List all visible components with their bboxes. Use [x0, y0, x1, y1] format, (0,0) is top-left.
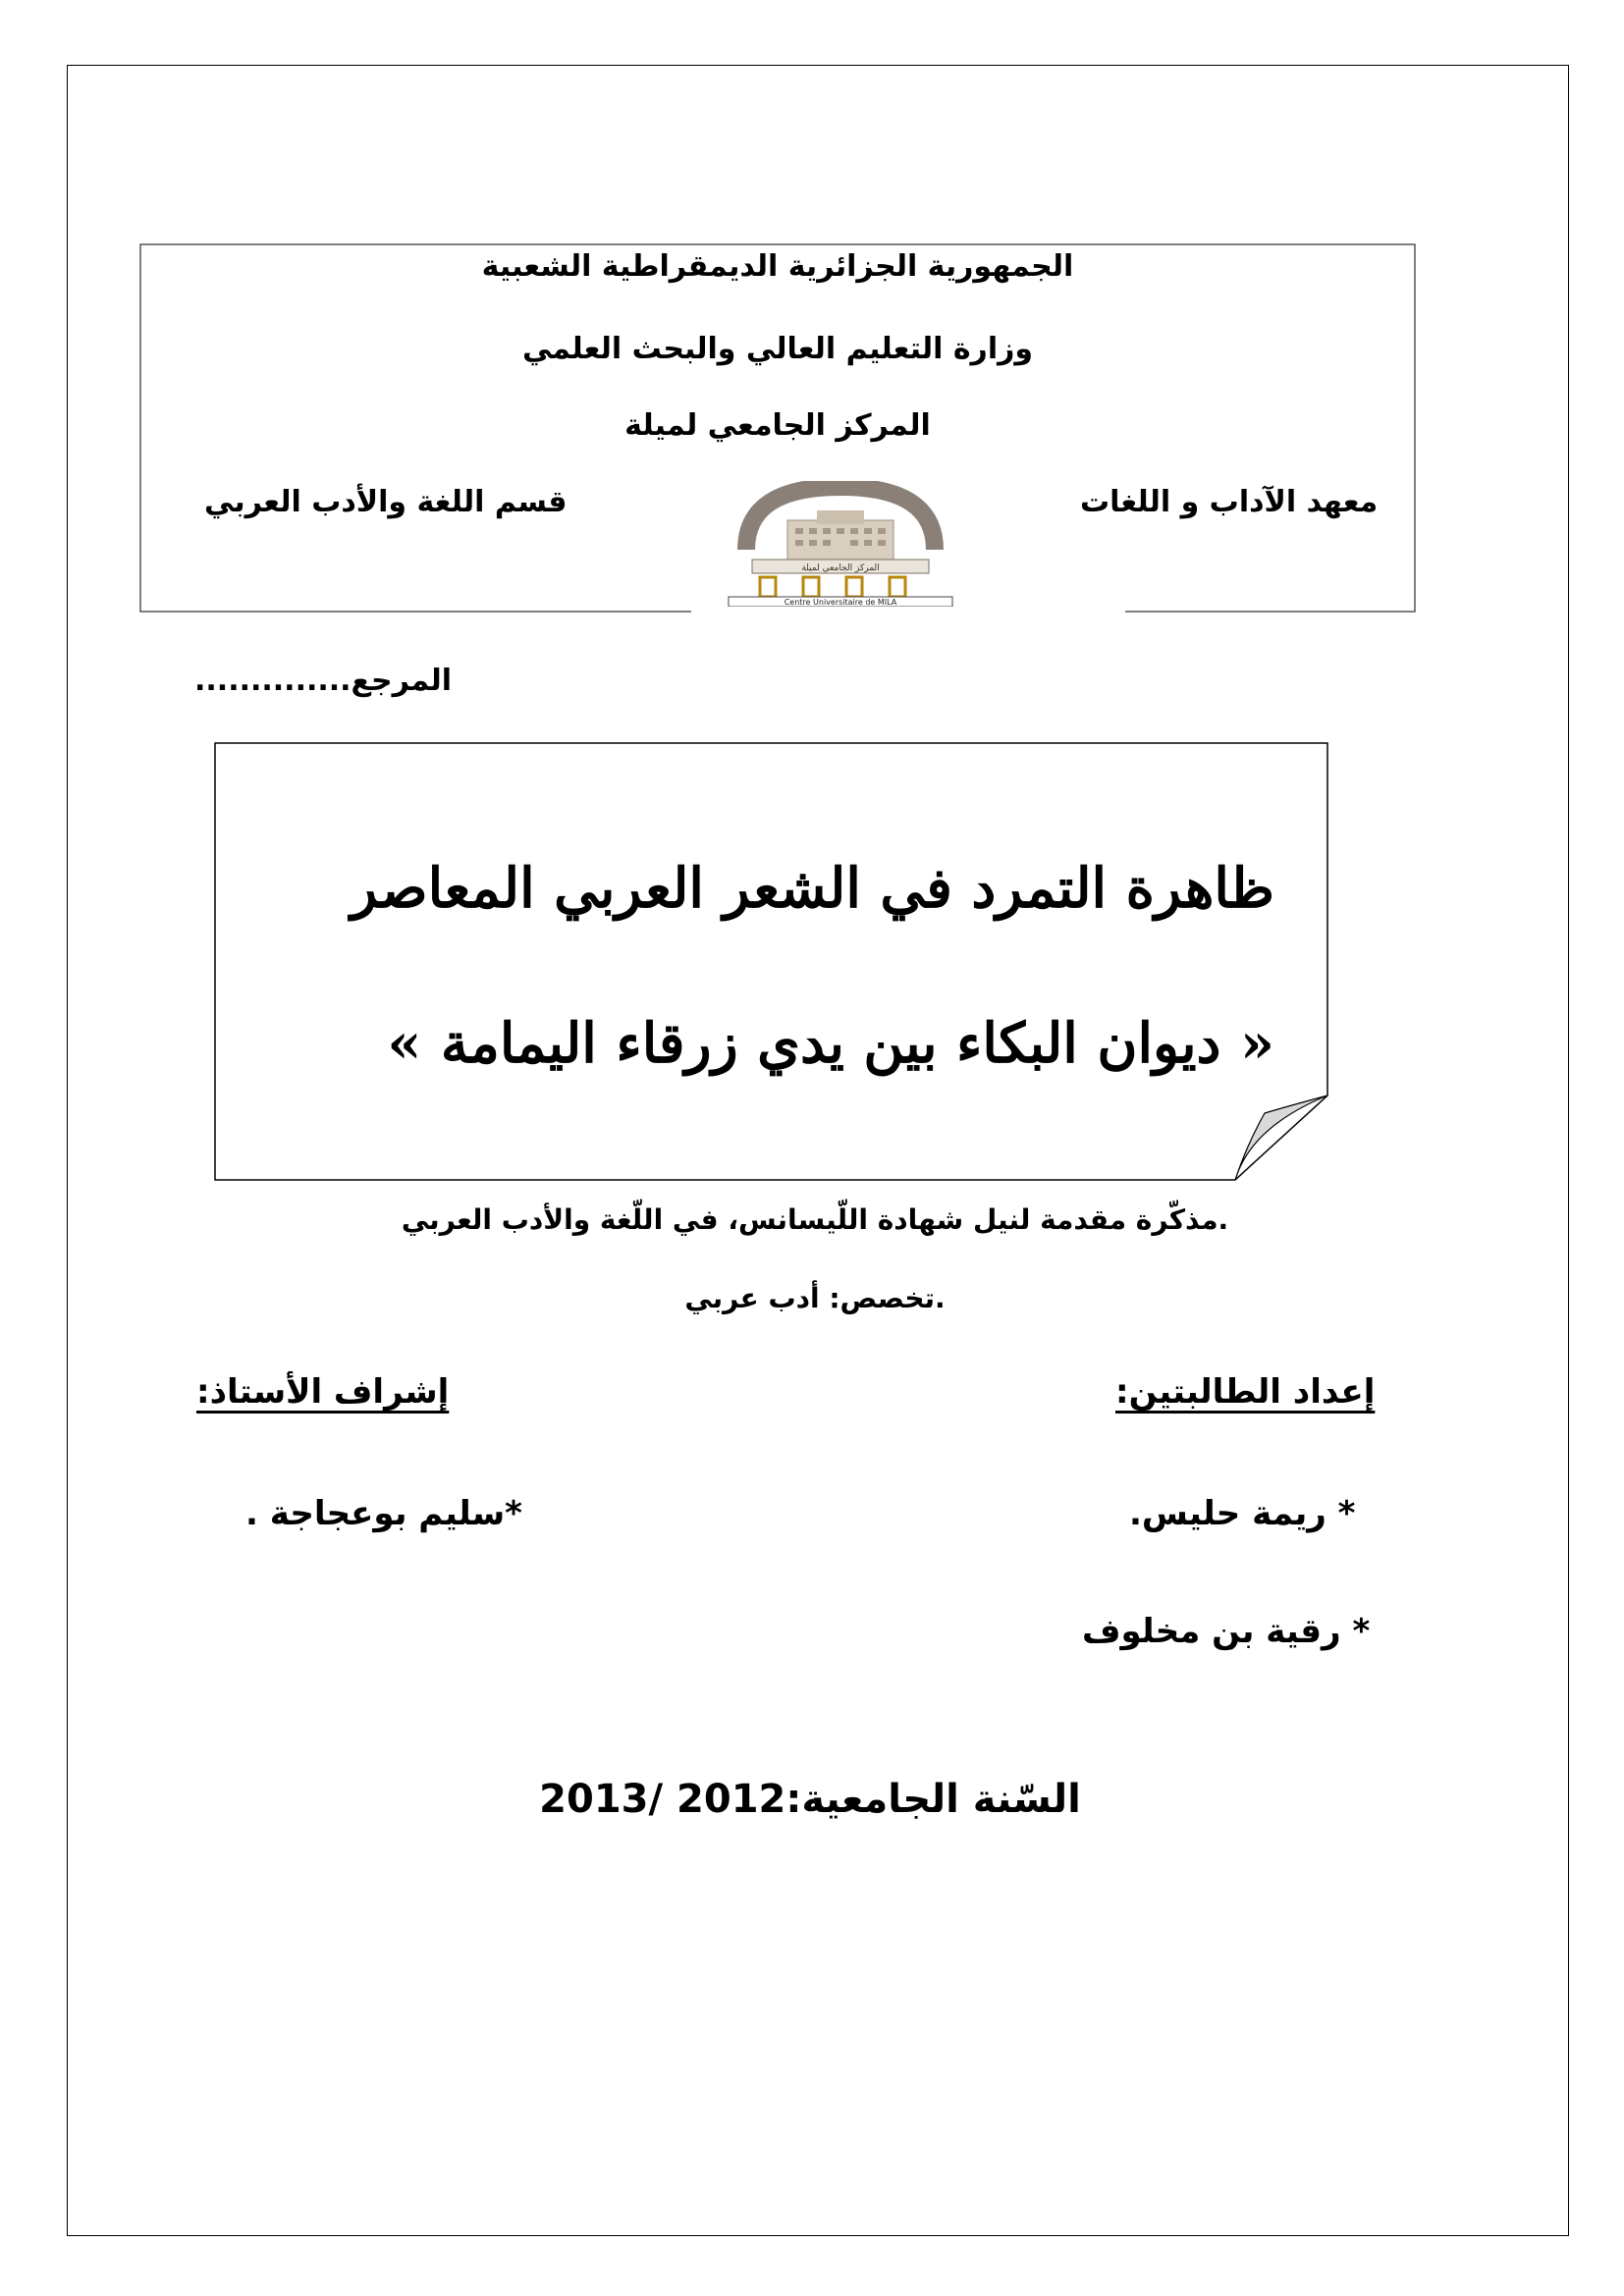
- thesis-title: ظاهرة التمرد في الشعر العربي المعاصر: [351, 856, 1274, 921]
- reference-field: المرجع..............: [194, 664, 452, 698]
- university-center-name: المركز الجامعي لميلة: [624, 408, 931, 443]
- supervisor-name: *سليم بوعجاجة .: [245, 1494, 522, 1533]
- memo-purpose: .مذكّرة مقدمة لنيل شهادة اللّيسانس، في اللّغة والأدب العربي: [401, 1203, 1229, 1236]
- supervisor-label: إشراف الأستاذ:: [196, 1372, 450, 1412]
- logo-caption: Centre Universitaire de MILA: [784, 598, 897, 607]
- university-logo: [727, 481, 954, 607]
- institute-name: معهد الآداب و اللغات: [1080, 485, 1379, 519]
- student-name-2: * رقية بن مخلوف: [1082, 1612, 1371, 1651]
- university-logo-graphic: [727, 481, 954, 607]
- ministry-name: وزارة التعليم العالي والبحث العلمي: [521, 332, 1034, 366]
- logo-arabic-text: المركز الجامعي لميلة: [801, 563, 880, 573]
- students-label: إعداد الطالبتين:: [1115, 1372, 1376, 1412]
- republic-name: الجمهورية الجزائرية الديمقراطية الشعبية: [481, 249, 1074, 284]
- student-name-1: * ريمة حليس.: [1129, 1494, 1356, 1533]
- title-box-frame: [214, 742, 1329, 1182]
- memo-specialty: .تخصص: أدب عربي: [684, 1282, 946, 1314]
- department-name: قسم اللغة والأدب العربي: [204, 485, 568, 519]
- title-box: [214, 742, 1329, 1182]
- thesis-subtitle: « ديوان البكاء بين يدي زرقاء اليمامة »: [387, 1011, 1274, 1076]
- academic-year: السّنة الجامعية:2012 /2013: [539, 1777, 1081, 1822]
